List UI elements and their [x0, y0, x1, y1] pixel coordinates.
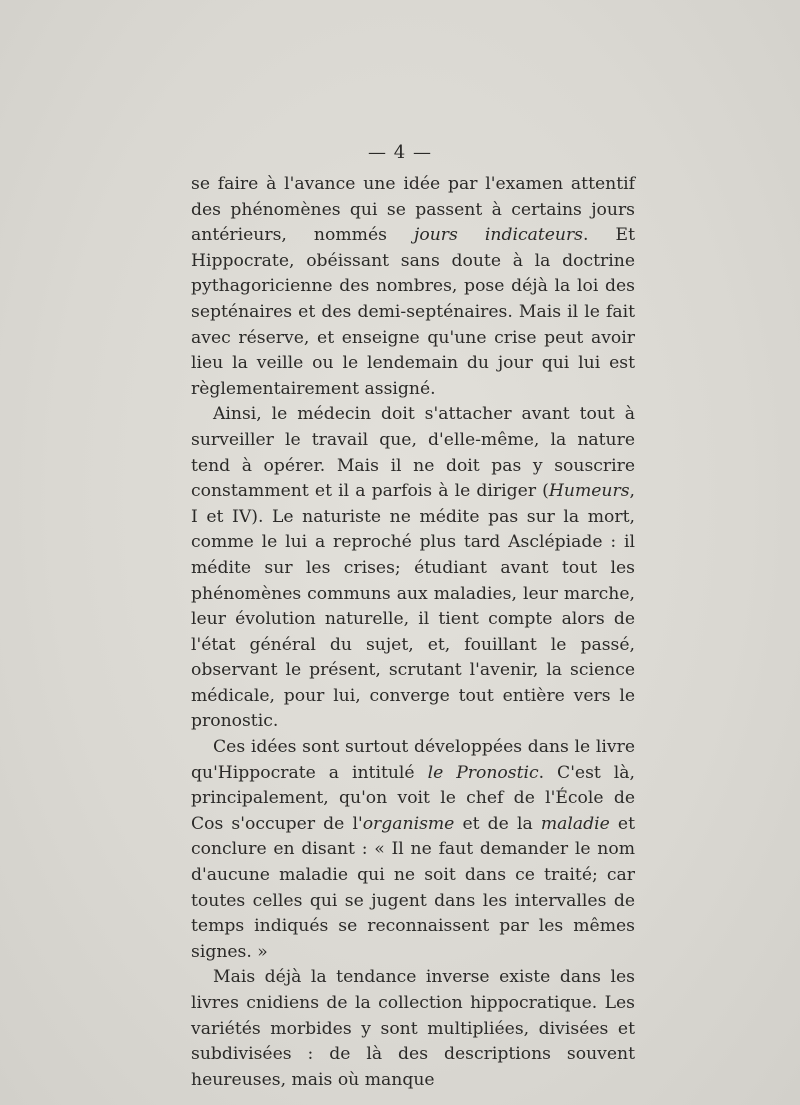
italic-term: Humeurs	[548, 481, 630, 502]
italic-term: organisme	[362, 813, 455, 834]
paragraph-1	[191, 172, 635, 402]
page-number: — 4 —	[368, 142, 432, 163]
text-segment: . C'est là, principalement, qu'on voit le chef de l'École de Cos s'occuper de l'	[191, 762, 636, 834]
paragraph-3	[191, 735, 635, 965]
italic-term: maladie	[540, 813, 610, 834]
text-segment: Mais déjà la tendance inverse existe dans les livres cnidiens de la collection hippocratique. Les variétés morbides y sont multipliées, divisées et subdivisées : de là des descriptions souvent heureuses, mais où manque	[191, 967, 635, 1090]
paragraph-2	[191, 402, 635, 735]
italic-term: jours indicateurs	[414, 225, 583, 246]
text-segment: , I et IV). Le naturiste ne médite pas sur la mort, comme le lui a reproché plus tard Asclépiade : il médite sur les crises; étudiant avant tout les phénomènes communs aux maladies, leur marche, leur évolution naturelle, il tient compte alors de l'état général du sujet, et, fouillant le passé, observant le présent, scrutant l'avenir, la science médicale, pour lui, converge tout entière vers le pronostic.	[191, 481, 635, 732]
italic-term: le Pronostic	[427, 762, 539, 783]
paragraph-4	[191, 965, 635, 1093]
text-segment: . Et Hippocrate, obéissant sans doute à la doctrine pythagoricienne des nombres, pose déjà la loi des septénaires et des demi-septénaires. Mais il le fait avec réserve, et enseigne qu'une crise peut avoir lieu la veille ou le lendemain du jour qui lui est règlementairement assigné.	[191, 225, 635, 399]
text-segment: et conclure en disant : « Il ne faut demander le nom d'aucune maladie qui ne soit dans ce traité; car toutes celles qui se jugent dans les intervalles de temps indiqués se reconnaissent par les mêmes signes. »	[191, 813, 635, 962]
text-segment: se faire à l'avance une idée par l'examen attentif des phénomènes qui se passent à certains jours antérieurs, nommés	[191, 174, 635, 246]
text-segment: Ainsi, le médecin doit s'attacher avant tout à surveiller le travail que, d'elle-même, la nature tend à opérer. Mais il ne doit pas y souscrire constamment et il a parfois à le diriger (	[191, 404, 635, 502]
text-segment: Ces idées sont surtout développées dans le livre qu'Hippocrate a intitulé	[191, 737, 635, 783]
body-text	[191, 172, 635, 1093]
text-segment: et de la	[454, 813, 541, 834]
